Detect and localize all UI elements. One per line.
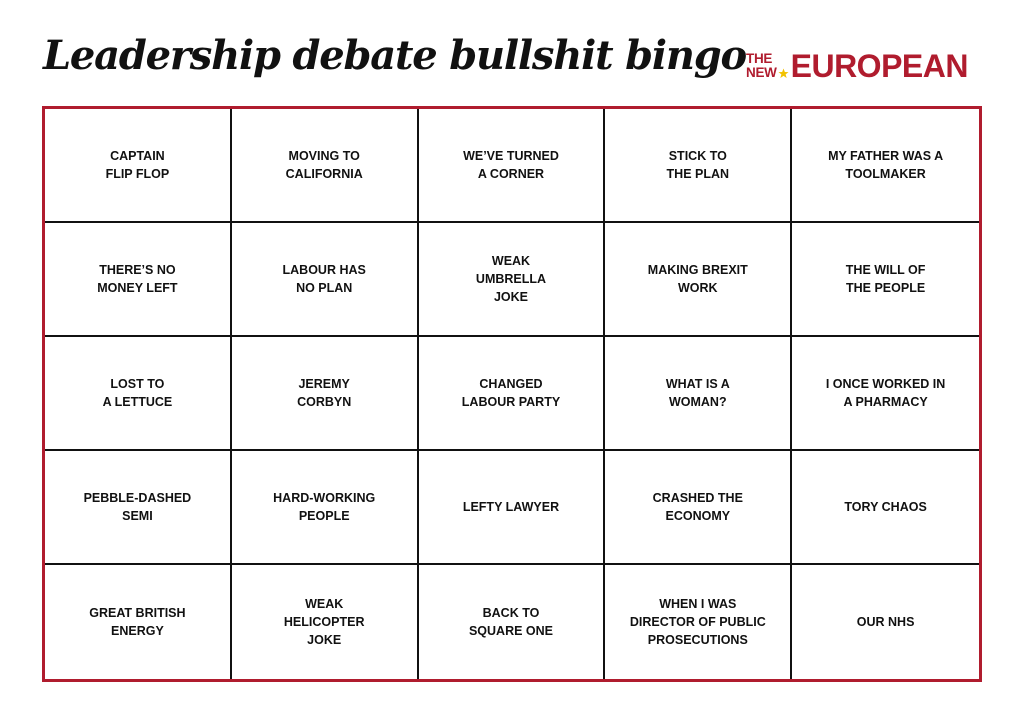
bingo-cell[interactable]: WEAK HELICOPTER JOKE	[232, 565, 419, 679]
bingo-cell[interactable]: THERE’S NO MONEY LEFT	[45, 223, 232, 337]
bingo-cell[interactable]: MOVING TO CALIFORNIA	[232, 109, 419, 223]
bingo-cell[interactable]: LABOUR HAS NO PLAN	[232, 223, 419, 337]
bingo-cell[interactable]: PEBBLE-DASHED SEMI	[45, 451, 232, 565]
bingo-cell[interactable]: LOST TO A LETTUCE	[45, 337, 232, 451]
bingo-cell[interactable]: LEFTY LAWYER	[419, 451, 606, 565]
bingo-cell[interactable]: I ONCE WORKED IN A PHARMACY	[792, 337, 979, 451]
bingo-cell[interactable]: WEAK UMBRELLA JOKE	[419, 223, 606, 337]
bingo-cell[interactable]: BACK TO SQUARE ONE	[419, 565, 606, 679]
bingo-cell[interactable]: CRASHED THE ECONOMY	[605, 451, 792, 565]
logo-stack	[746, 52, 777, 80]
bingo-cell[interactable]: WHAT IS A WOMAN?	[605, 337, 792, 451]
bingo-cell[interactable]: TORY CHAOS	[792, 451, 979, 565]
star-icon	[778, 68, 789, 79]
bingo-cell[interactable]: THE WILL OF THE PEOPLE	[792, 223, 979, 337]
bingo-cell[interactable]: WE’VE TURNED A CORNER	[419, 109, 606, 223]
bingo-cell[interactable]: STICK TO THE PLAN	[605, 109, 792, 223]
bingo-cell[interactable]: OUR NHS	[856, 615, 915, 629]
page-title: Leadership debate bullshit bingo	[43, 32, 746, 79]
bingo-cell[interactable]: MAKING BREXIT WORK	[605, 223, 792, 337]
bingo-cell[interactable]: JEREMY CORBYN	[232, 337, 419, 451]
logo-line-the: THE	[746, 51, 773, 66]
the-new-european-logo[interactable]	[746, 50, 968, 82]
logo-word-european: EUROPEAN	[790, 48, 968, 84]
logo-line-new: NEW	[746, 65, 777, 80]
bingo-cell[interactable]: GREAT BRITISH ENERGY	[45, 565, 232, 679]
bingo-cell[interactable]: WHEN I WAS DIRECTOR OF PUBLIC PROSECUTIONS	[605, 565, 792, 679]
bingo-cell[interactable]: CAPTAIN FLIP FLOP	[45, 109, 232, 223]
bingo-board	[42, 106, 982, 682]
bingo-cell[interactable]: MY FATHER WAS A TOOLMAKER	[792, 109, 979, 223]
bingo-cell[interactable]: HARD-WORKING PEOPLE	[232, 451, 419, 565]
bingo-cell[interactable]: CHANGED LABOUR PARTY	[419, 337, 606, 451]
